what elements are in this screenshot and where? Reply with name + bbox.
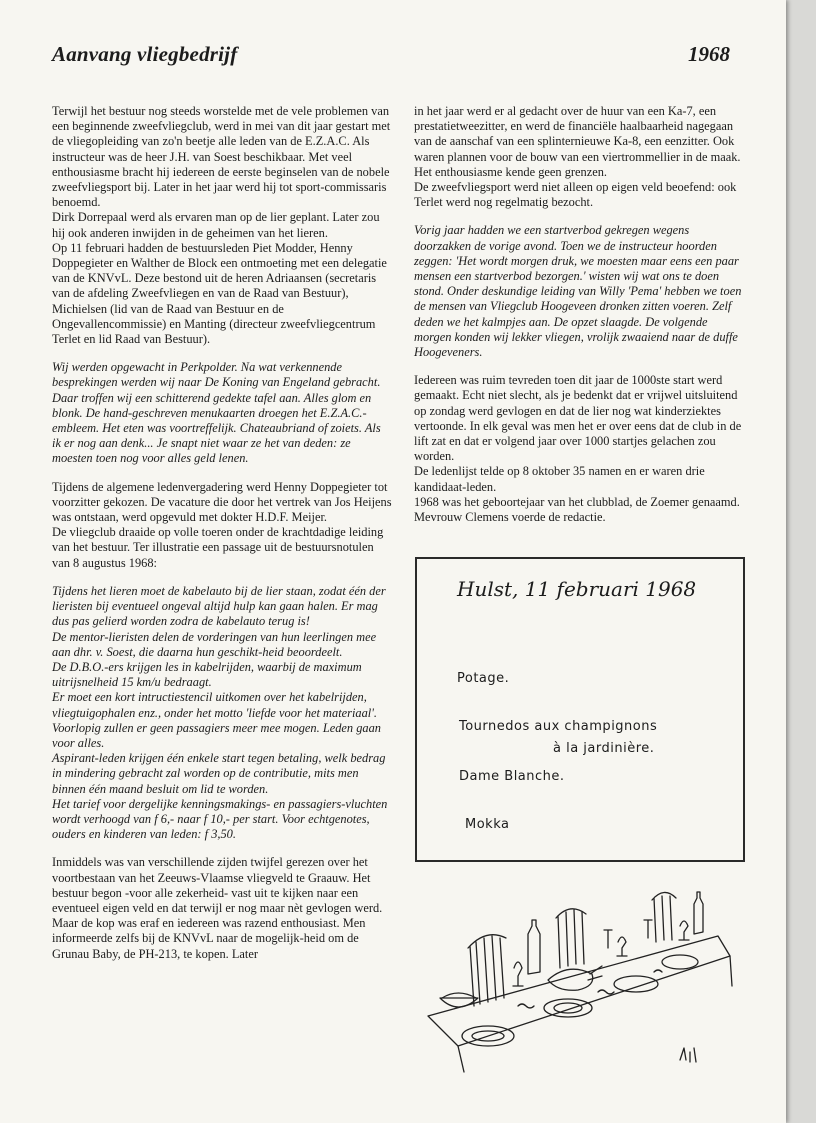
- left-column-paragraph: Aspirant-leden krijgen één enkele start tegen betaling, welk bedrag in mindering gebracht zal worden op de contributie, mits men binnen één maand besluit om lid te worden.: [52, 751, 386, 796]
- right-column-paragraph: Vorig jaar hadden we een startverbod gekregen wegens doorzakken de vorige avond. Toen we de instructeur hoorden zeggen: 'Het wordt morgen druk, we moesten maar eens een paar mensen een startverbod bezorgen.' wisten wij wat ons te doen stond. Onder deskundige leiding van Willy 'Pema' hebben we toen de mensen van Vliegclub Hoogeveen dronken zitten voeren. Zelf deden we het kalmpjes aan. De opzet slaagde. De volgende morgen konden wij lekker vliegen, vrolijk zwaaiend naar de duffe Hoogeveners.: [414, 223, 742, 360]
- page-year: 1968: [688, 42, 730, 66]
- left-column-paragraph: Er moet een kort intructiestencil uitkomen over het kabelrijden, vliegtuigophalen enz., onder het motto 'liefde voor het materiaal'.: [52, 690, 377, 720]
- left-column-paragraph: Inmiddels was van verschillende zijden twijfel gerezen over het voortbestaan van het Zeeuws-Vlaamse vliegveld te Graauw. Het bestuur begon -voor alle zekerheid- vast uit te kijken naar een eventueel eigen veld en dat terwijl er nog maar nèt gevlogen werd.: [52, 855, 383, 915]
- menu-item-potage: Potage.: [457, 671, 510, 686]
- menu-card: [415, 557, 745, 862]
- left-column-paragraph: Dirk Dorrepaal werd als ervaren man op de lier geplant. Later zou hij ook anderen inwijden in de geheimen van het lieren.: [52, 210, 380, 240]
- right-column-paragraph: De ledenlijst telde op 8 oktober 35 namen en er waren drie kandidaat-leden.: [414, 464, 705, 494]
- menu-item-mokka: Mokka: [465, 817, 510, 832]
- left-column-paragraph: Wij werden opgewacht in Perkpolder. Na wat verkennende besprekingen werden wij naar De Koning van Engeland gebracht. Daar troffen wij een schitterend gedekte tafel aan. Alles glom en blonk. De hand-geschreven menukaarten droegen het E.Z.A.C.-embleem. Het eten was voortreffelijk. Chateaubriand of zoiets. Als ik er nog aan denk... Je snapt niet waar ze het van deden: ze moesten toen nog voor alles geld lenen.: [52, 360, 381, 466]
- banquet-table-illustration: [418, 876, 738, 1076]
- menu-item-dame-blanche: Dame Blanche.: [459, 769, 565, 784]
- menu-date: Hulst, 11 februari 1968: [457, 577, 697, 601]
- left-column-paragraph: De mentor-lieristen delen de vorderingen van hun leerlingen mee aan dhr. v. Soest, die daarna hun geschikt-heid beoordeelt.: [52, 629, 377, 659]
- right-column-paragraph: in het jaar werd er al gedacht over de huur van een Ka-7, een prestatietweezitter, en werd de financiële haalbaarheid nagegaan van de aanschaf van een splinternieuwe Ka-8, een eenzitter. Ook waren plannen voor de bouw van een viertrommellier in de maak. Het enthousiasme kende geen grenzen.: [414, 104, 741, 179]
- left-column-paragraph: Tijdens de algemene ledenvergadering werd Henny Doppegieter tot voorzitter gekozen. De vacature die door het vertrek van Jos Heijens was ontstaan, werd opgevuld met dokter H.D.F. Meijer.: [52, 479, 392, 525]
- page-title: Aanvang vliegbedrijf: [52, 42, 238, 66]
- right-column: [414, 104, 744, 525]
- menu-item-tournedos: Tournedos aux champignons: [459, 719, 658, 734]
- left-column: [52, 104, 392, 962]
- left-column-paragraph: Terwijl het bestuur nog steeds worstelde met de vele problemen van een beginnende zweefvliegclub, werd in mei van dit jaar gestart met de vliegopleiding van zo'n beetje alle leden van de E.Z.A.C. Als instructeur was de heer J.H. van Soest beschikbaar. Met veel enthousiasme bracht hij iedereen de eerste beginselen van de nobele zweefvliegsport bij. Later in het jaar werd hij tot sport-commissaris benoemd.: [52, 104, 391, 210]
- left-column-paragraph: Maar de kop was eraf en iedereen was razend enthousiast. Men informeerde zelfs bij de KNVvL naar de mogelijk-heid om de Grunau Baby, de PH-213, te kopen. Later: [52, 916, 366, 961]
- left-column-paragraph: Het tarief voor dergelijke kenningsmakings- en passagiers-vluchten wordt verhoogd van f 6,- naar f 10,- per start. Voor echtgenotes, ouders en kinderen van leden: f 3,50.: [52, 796, 388, 842]
- left-column-paragraph: Op 11 februari hadden de bestuursleden Piet Modder, Henny Doppegieter en Walther de Block een ontmoeting met een delegatie van de KNVvL. Deze bestond uit de heren Adriaansen (secretaris van de afdeling Zweefvliegen en van de Raad van Bestuur), Michielsen (lid van de Raad van Bestuur en de Ongevallencommissie) en Manting (directeur zweefvliegcentrum Terlet en lid Raad van Bestuur).: [52, 240, 387, 347]
- right-column-paragraph: Iedereen was ruim tevreden toen dit jaar de 1000ste start werd gemaakt. Echt niet slecht, als je bedenkt dat er vrijwel uitsluitend op zondag werd gevlogen en dat de lier nog wat kinderziektes vertoonde. In elk geval was men het er over eens dat de club in de lift zat en dat er volgend jaar over 1000 startjes gelachen zou worden.: [414, 373, 742, 464]
- right-column-paragraph: De zweefvliegsport werd niet alleen op eigen veld beoefend: ook Terlet werd nog regelmatig bezocht.: [414, 180, 737, 210]
- left-column-paragraph: Tijdens het lieren moet de kabelauto bij de lier staan, zodat één der lieristen bij eventueel ongeval altijd hulp kan gaan halen. Er mag dus pas gelierd worden zodra de kabelauto terug is!: [52, 583, 386, 629]
- menu-item-jardiniere: à la jardinière.: [553, 741, 655, 756]
- left-column-paragraph: De D.B.O.-ers krijgen les in kabelrijden, waarbij de maximum uitrijsnelheid 15 km/u bedraagt.: [52, 659, 362, 690]
- left-column-paragraph: De vliegclub draaide op volle toeren onder de krachtdadige leiding van het bestuur. Ter illustratie een passage uit de bestuursnotulen van 8 augustus 1968:: [52, 525, 384, 570]
- right-column-paragraph: 1968 was het geboortejaar van het clubblad, de Zoemer genaamd. Mevrouw Clemens voerde de redactie.: [414, 494, 740, 525]
- left-column-paragraph: Voorlopig zullen er geen passagiers meer mee mogen. Leden gaan voor alles.: [52, 720, 381, 750]
